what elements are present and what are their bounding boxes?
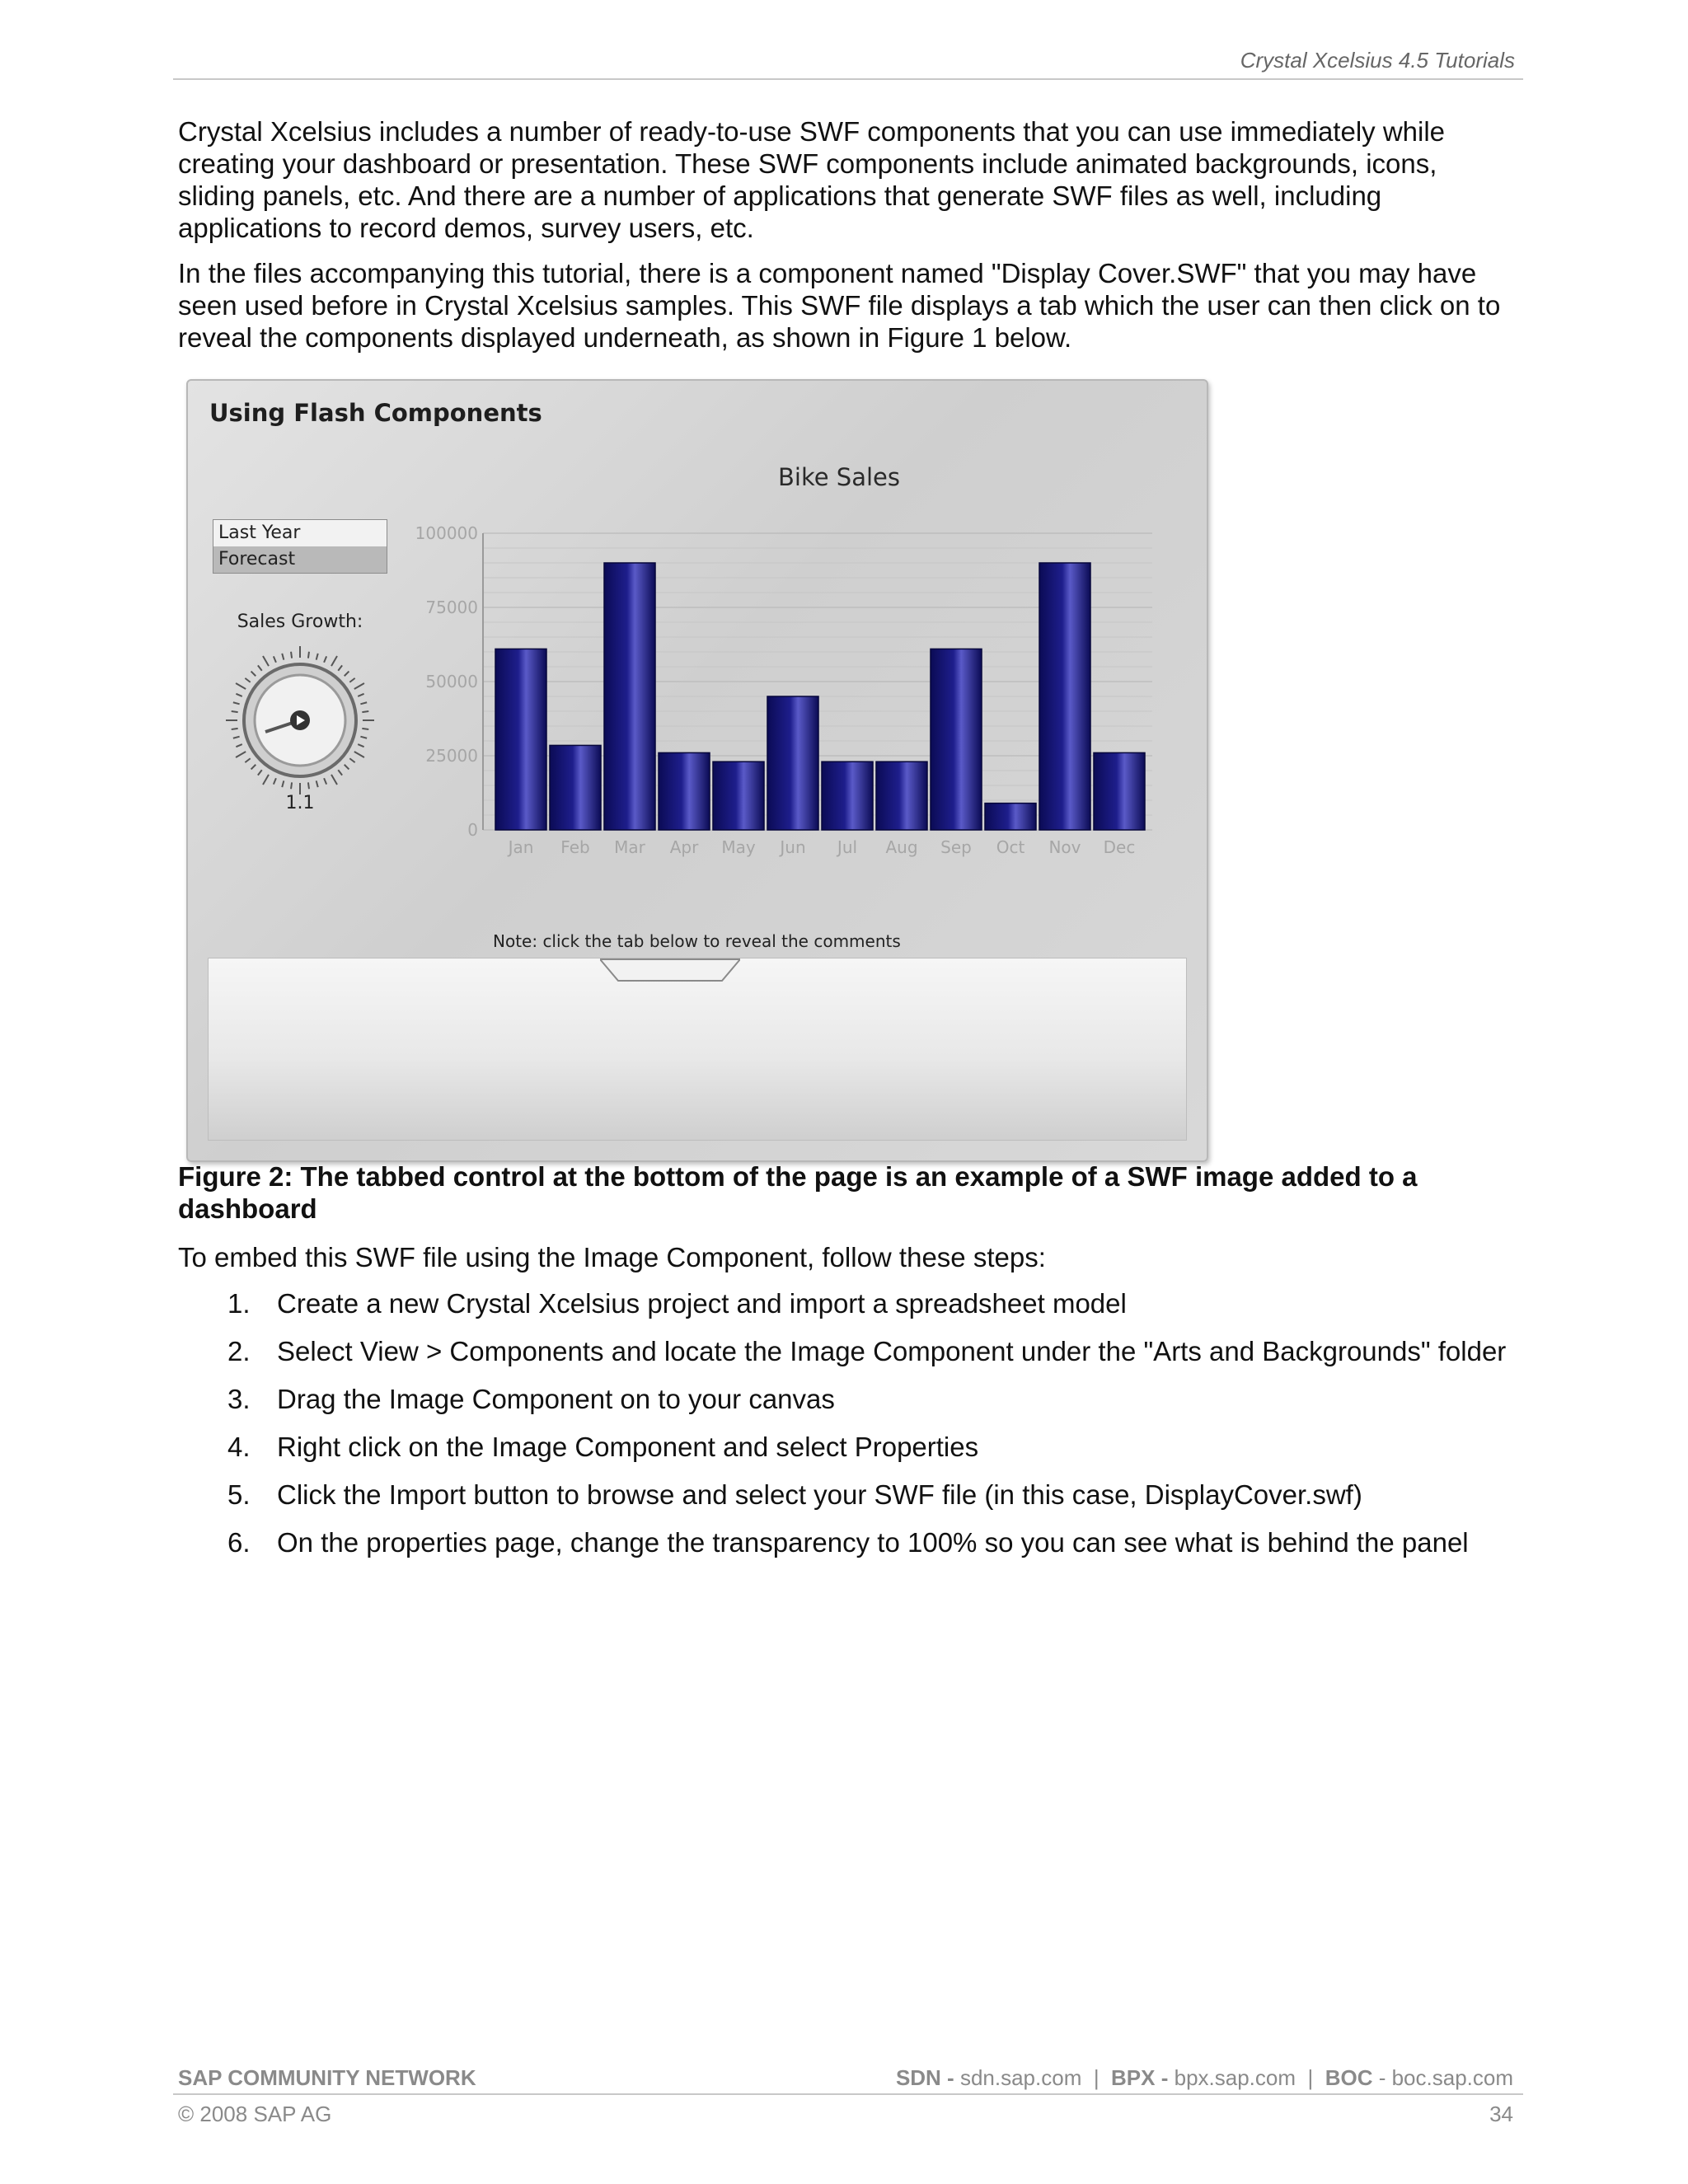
- dial-tick: [291, 782, 292, 789]
- x-tick-label: Mar: [614, 837, 645, 857]
- step-text: Right click on the Image Component and select Properties: [277, 1432, 979, 1462]
- step-number: 1.: [227, 1288, 251, 1319]
- sales-growth-dial[interactable]: [218, 638, 382, 803]
- dial-tick: [233, 737, 240, 738]
- y-tick-label: 50000: [425, 672, 478, 691]
- footer-separator: |: [1307, 2065, 1314, 2090]
- x-tick-label: Apr: [669, 837, 699, 857]
- y-tick-label: 0: [467, 820, 478, 840]
- intro-paragraph-2: In the files accompanying this tutorial, there is a component named "Display Cover.SWF" that you may have seen used before in Crystal Xcelsius samples. This SWF file displays a tab which the user can then click on to reveal the components displayed underneath, as shown in Figure 1 below.: [178, 258, 1501, 353]
- dial-tick: [258, 770, 262, 775]
- dial-tick: [338, 665, 342, 670]
- bike-sales-chart: [386, 504, 1160, 883]
- footer-separator: |: [1093, 2065, 1100, 2090]
- step-text: Select View > Components and locate the Image Component under the "Arts and Backgrounds" folder: [277, 1336, 1507, 1366]
- bar-feb[interactable]: [550, 745, 601, 830]
- step-number: 2.: [227, 1336, 251, 1366]
- step-item: [178, 1383, 1522, 1415]
- dial-tick: [349, 758, 354, 762]
- list-item-last-year[interactable]: Last Year: [218, 523, 301, 543]
- page-number: 34: [1489, 2102, 1513, 2126]
- dial-tick: [282, 780, 284, 787]
- x-tick-label: Jun: [780, 837, 806, 857]
- dial-tick: [245, 758, 250, 762]
- x-tick-label: Jul: [837, 837, 858, 857]
- dial-tick: [354, 683, 364, 689]
- chart-title: Bike Sales: [778, 463, 900, 491]
- step-item: [178, 1335, 1522, 1367]
- dial-tick: [345, 765, 349, 770]
- bar-dec[interactable]: [1094, 752, 1145, 830]
- dial-tick: [308, 652, 309, 658]
- step-text: Drag the Image Component on to your canvas: [277, 1384, 835, 1414]
- steps-intro: To embed this SWF file using the Image Component, follow these steps:: [178, 1242, 1046, 1272]
- dial-tick: [338, 770, 342, 775]
- footer-bpx-link[interactable]: bpx.sap.com: [1174, 2065, 1296, 2090]
- x-tick-label: May: [721, 837, 756, 857]
- footer-boc-label: BOC: [1325, 2065, 1373, 2090]
- footer-boc-link[interactable]: - boc.sap.com: [1378, 2065, 1513, 2090]
- bar-sep[interactable]: [931, 649, 982, 830]
- footer-links: [896, 2065, 1513, 2091]
- bar-jan[interactable]: [495, 649, 546, 830]
- dial-tick: [362, 711, 368, 712]
- step-item: [178, 1431, 1522, 1463]
- dial-tick: [308, 782, 309, 789]
- step-number: 4.: [227, 1432, 251, 1462]
- bar-aug[interactable]: [876, 762, 927, 830]
- figure-title: Using Flash Components: [209, 399, 542, 427]
- dial-tick: [324, 778, 326, 784]
- dial-tick: [232, 711, 238, 712]
- step-number: 6.: [227, 1527, 251, 1558]
- figure-caption: Figure 2: The tabbed control at the bottom of the page is an example of a SWF image added to a dashboard: [178, 1161, 1418, 1224]
- dial-tick: [245, 678, 250, 682]
- dial-tick: [236, 694, 241, 696]
- x-tick-label: Feb: [560, 837, 590, 857]
- dial-tick: [258, 665, 262, 670]
- y-tick-label: 100000: [415, 523, 478, 543]
- dial-tick: [331, 656, 337, 666]
- sales-growth-label: Sales Growth:: [237, 612, 363, 632]
- dial-tick: [274, 656, 276, 662]
- dial-tick: [316, 780, 318, 787]
- dial-tick: [349, 678, 354, 682]
- bar-nov[interactable]: [1039, 563, 1090, 830]
- y-tick-label: 25000: [425, 746, 478, 766]
- dial-tick: [358, 694, 363, 696]
- dial-tick: [331, 775, 337, 785]
- reveal-note: Note: click the tab below to reveal the comments: [493, 931, 901, 951]
- display-cover-panel[interactable]: [208, 958, 1187, 1141]
- step-item: [178, 1526, 1522, 1558]
- footer-sdn-link[interactable]: sdn.sap.com: [959, 2065, 1082, 2090]
- dial-tick: [274, 778, 276, 784]
- x-tick-label: Aug: [885, 837, 918, 857]
- header-rule: [173, 78, 1523, 80]
- bar-mar[interactable]: [604, 563, 655, 830]
- dial-tick: [345, 672, 349, 677]
- dial-tick: [282, 654, 284, 660]
- body-text: [178, 115, 1513, 367]
- step-text: On the properties page, change the transparency to 100% so you can see what is behind the panel: [277, 1527, 1469, 1558]
- dial-tick: [324, 656, 326, 662]
- step-item: [178, 1479, 1522, 1511]
- footer-sdn-label: SDN -: [895, 2065, 954, 2090]
- steps-list: [178, 1287, 1522, 1574]
- dial-tick: [251, 765, 256, 770]
- dial-tick: [360, 702, 367, 704]
- series-listbox[interactable]: [213, 519, 387, 574]
- page-header-title: Crystal Xcelsius 4.5 Tutorials: [1240, 48, 1515, 73]
- dial-tick: [236, 752, 246, 757]
- step-number: 3.: [227, 1384, 251, 1414]
- dial-tick: [354, 752, 364, 757]
- sales-growth-value: 1.1: [285, 793, 315, 813]
- bar-oct[interactable]: [985, 804, 1036, 830]
- dial-tick: [316, 654, 318, 660]
- x-tick-label: Nov: [1048, 837, 1081, 857]
- bar-may[interactable]: [713, 762, 764, 830]
- dashboard-figure: [186, 379, 1208, 1162]
- dial-tick: [233, 702, 240, 704]
- dial-tick: [263, 775, 269, 785]
- x-tick-label: Sep: [940, 837, 972, 857]
- intro-paragraph-1: Crystal Xcelsius includes a number of ready-to-use SWF components that you can use immediately while creating your dashboard or presentation. These SWF components include animated backgrounds, icons, sliding panels, etc. And there are a number of applications that generate SWF files as well, including applications to record demos, survey users, etc.: [178, 116, 1446, 243]
- x-tick-label: Oct: [996, 837, 1025, 857]
- footer-rule: [173, 2093, 1523, 2095]
- step-number: 5.: [227, 1479, 251, 1510]
- dial-tick: [263, 656, 269, 666]
- display-cover-tab[interactable]: [600, 958, 740, 982]
- bar-apr[interactable]: [659, 752, 710, 830]
- dial-tick: [236, 683, 246, 689]
- dial-tick: [360, 737, 367, 738]
- bar-jul[interactable]: [822, 762, 873, 830]
- x-tick-label: Dec: [1103, 837, 1136, 857]
- dial-tick: [358, 744, 363, 747]
- x-tick-label: Jan: [508, 837, 534, 857]
- footer-bpx-label: BPX -: [1111, 2065, 1169, 2090]
- list-item-forecast[interactable]: Forecast: [213, 546, 387, 573]
- step-text: Create a new Crystal Xcelsius project and import a spreadsheet model: [277, 1288, 1127, 1319]
- dial-tick: [251, 672, 256, 677]
- step-text: Click the Import button to browse and select your SWF file (in this case, DisplayCover.swf): [277, 1479, 1362, 1510]
- footer-network: SAP COMMUNITY NETWORK: [178, 2065, 476, 2090]
- footer-copyright: © 2008 SAP AG: [178, 2102, 332, 2126]
- dial-tick: [291, 652, 292, 658]
- dial-tick: [236, 744, 241, 747]
- bar-jun[interactable]: [767, 696, 818, 830]
- y-tick-label: 75000: [425, 598, 478, 617]
- step-item: [178, 1287, 1522, 1319]
